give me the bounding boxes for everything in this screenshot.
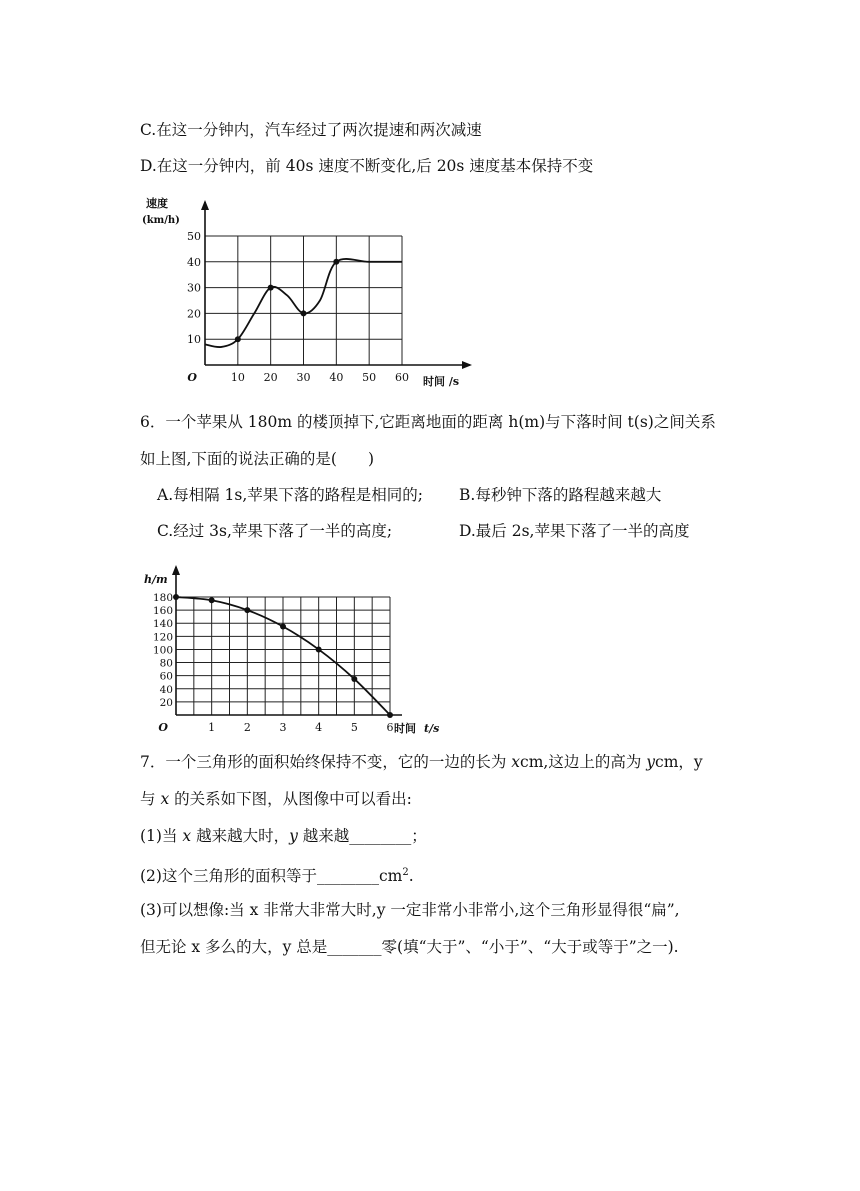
q7-text: 7．一个三角形的面积始终保持不变，它的一边的长为 <box>140 753 512 771</box>
y-tick-label: 50 <box>187 230 201 243</box>
y-tick-label: 180 <box>152 592 173 604</box>
q7-stem-line2 <box>140 789 412 809</box>
x-tick-label: 1 <box>208 721 216 734</box>
q6-option-c: C.经过 3s,苹果下落了一半的高度; <box>157 522 393 540</box>
data-point <box>244 607 250 613</box>
speed-time-chart <box>140 190 485 390</box>
q7-sub2 <box>140 863 414 886</box>
q6-stem-line2: 如上图,下面的说法正确的是( ) <box>140 450 375 468</box>
data-point <box>173 594 179 600</box>
q6-option-b: B.每秒钟下落的路程越来越大 <box>459 486 662 504</box>
height-time-chart <box>140 557 450 742</box>
data-point <box>301 310 307 316</box>
y-tick-label: 120 <box>152 631 173 644</box>
q7-text: 越来越大时， <box>191 827 290 845</box>
origin-label: O <box>187 371 197 384</box>
y-axis-arrow <box>201 200 209 210</box>
q7-text: 的关系如下图，从图像中可以看出: <box>169 790 412 808</box>
origin-label: O <box>158 721 168 734</box>
superscript-2: 2 <box>402 867 409 878</box>
y-tick-label: 60 <box>159 670 173 683</box>
data-point <box>351 676 357 682</box>
y-tick-label: 10 <box>187 333 201 347</box>
x-axis-unit: t/s <box>424 722 440 735</box>
q5-option-d: D.在这一分钟内，前 40s 速度不断变化,后 20s 速度基本保持不变 <box>140 157 594 175</box>
x-tick-label: 60 <box>395 371 409 384</box>
y-tick-label: 100 <box>152 644 173 657</box>
var-x: x <box>160 790 170 808</box>
data-point <box>333 259 339 265</box>
y-tick-label: 140 <box>152 618 173 631</box>
var-y: y <box>646 753 656 771</box>
x-axis-label: 时间 <box>394 722 416 735</box>
y-tick-label: 20 <box>187 307 201 321</box>
y-tick-label: 40 <box>187 255 201 269</box>
q7-text: 与 <box>140 790 161 808</box>
x-tick-label: 50 <box>362 371 377 384</box>
y-tick-label: 80 <box>159 657 173 670</box>
data-point <box>268 285 274 291</box>
q7-text: cm，y <box>655 753 703 771</box>
data-point <box>209 597 215 603</box>
y-tick-label: 20 <box>159 696 173 709</box>
y-tick-label: 30 <box>187 281 201 295</box>
y-axis-label: h/m <box>144 573 168 586</box>
y-tick-label: 40 <box>159 683 173 696</box>
q5-option-c: C.在这一分钟内，汽车经过了两次提速和两次减速 <box>140 121 482 139</box>
x-axis-label: 时间 /s <box>423 375 460 388</box>
x-tick-label: 6 <box>386 721 394 734</box>
y-axis-label: 速度 <box>146 197 168 210</box>
data-point <box>280 624 286 630</box>
var-x: x <box>182 827 192 845</box>
q7-sub1 <box>140 826 427 846</box>
data-point <box>387 712 393 718</box>
x-tick-label: 3 <box>279 721 287 734</box>
y-tick-label: 160 <box>152 605 173 618</box>
x-axis-arrow <box>462 361 472 369</box>
x-tick-label: 20 <box>263 371 278 384</box>
q6-option-a: A.每相隔 1s,苹果下落的路程是相同的; <box>157 486 424 504</box>
var-x: x <box>511 753 521 771</box>
q7-text: . <box>408 867 414 886</box>
data-point <box>316 646 322 652</box>
q6-stem-line1: 6．一个苹果从 180m 的楼顶掉下,它距离地面的距离 h(m)与下落时间 t(s)之间关系 <box>140 413 716 431</box>
q7-text: 越来越________； <box>297 827 427 845</box>
x-tick-label: 40 <box>329 371 344 384</box>
x-tick-label: 10 <box>230 371 245 384</box>
x-tick-label: 30 <box>296 371 311 384</box>
x-tick-label: 2 <box>243 721 251 734</box>
y-axis-arrow <box>172 565 180 575</box>
q7-stem-line1 <box>140 752 703 772</box>
q6-option-d: D.最后 2s,苹果下落了一半的高度 <box>459 522 690 540</box>
q7-text: (2)这个三角形的面积等于________cm <box>140 867 403 886</box>
data-point <box>235 336 241 342</box>
x-tick-label: 4 <box>315 721 323 734</box>
q7-text: (1)当 <box>140 827 183 845</box>
q7-sub3-line1: (3)可以想像:当 x 非常大非常大时,y 一定非常小非常小,这个三角形显得很“扁”, <box>140 901 680 919</box>
y-axis-unit: (km/h) <box>142 215 180 226</box>
q7-text: cm,这边上的高为 <box>520 753 647 771</box>
x-tick-label: 5 <box>350 721 358 734</box>
q7-sub3-line2: 但无论 x 多么的大，y 总是_______零(填“大于”、“小于”、“大于或等于”之一). <box>140 938 679 956</box>
var-y: y <box>289 827 298 845</box>
